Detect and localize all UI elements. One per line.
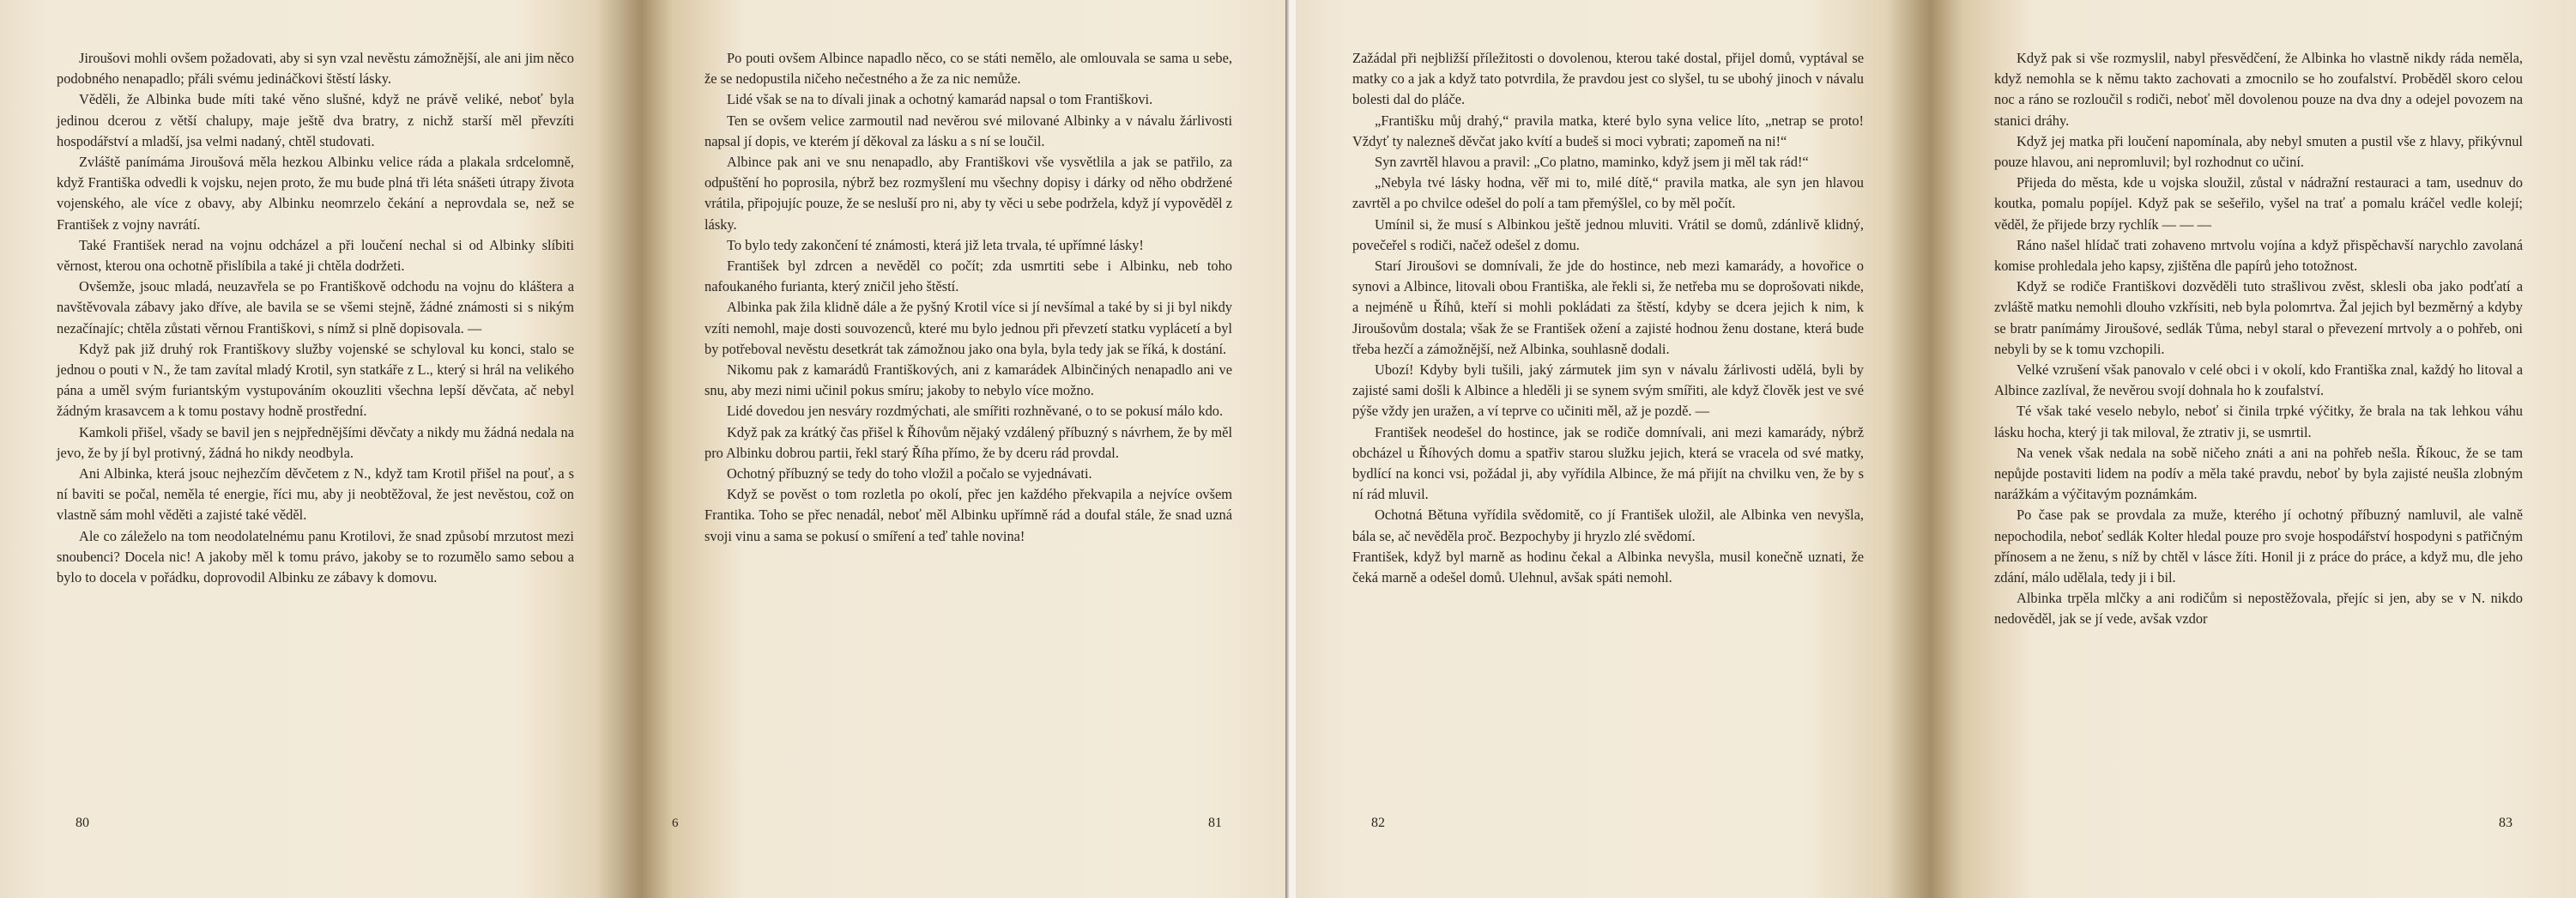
paragraph: „Nebyla tvé lásky hodna, věř mi to, milé dítě,“ pravila matka, ale syn jen hlavou zavrtěl a po chvilce odešel do polí a tam přemýšlel, co by měl počít. [1352,174,1864,212]
paragraph: Také František nerad na vojnu odcházel a při loučení nechal si od Albinky slíbiti věrnost, kterou ona ochotně přislíbila a také ji chtěla dodržeti. [57,236,574,275]
page-number: 83 [2499,816,2513,830]
paragraph: Ubozí! Kdyby byli tušili, jaký zármutek jim syn v návalu žárlivosti udělá, byli by zajisté sami došli k Albince a hleděli ji se synem svým smířiti, ale když člověk jest ve své pýše vždy jen uražen, a ví teprve co učiniti měl, až je pozdě. — [1352,361,1864,420]
paragraph: Té však také veselo nebylo, neboť si činila trpké výčitky, že brala na tak lehkou váhu lásku hocha, který ji tak miloval, že ztrativ ji, se usmrtil. [1994,403,2523,440]
paragraph: Umínil si, že musí s Albinkou ještě jednou mluviti. Vrátil se domů, zdánlivě klidný, povečeřel s rodiči, načež odešel z domu. [1352,215,1864,253]
page-recto-81 [641,0,1285,898]
paragraph: Když pak si vše rozmyslil, nabyl přesvědčení, že Albinka ho vlastně nikdy ráda neměla, když nemohla se k němu takto zachovati a zmocnilo se ho zoufalství. Proběděl skoro celou noc a ráno se rozloučil s rodiči, neboť měl dovolenou pouze na dva dny a odejel povozem na stanici dráhy. [1994,50,2523,129]
paragraph: Ale co záleželo na tom neodolatelnému panu Krotilovi, že snad způsobí mrzutost mezi snoubenci? Docela nic! A jakoby měl k tomu právo, jakoby se to rozumělo samo sebou a bylo to docela v pořádku, doprovodil Albinku ze zábavy k domovu. [57,527,574,586]
page-text [57,48,574,588]
paragraph: Velké vzrušení však panovalo v celé obci i v okolí, kdo Františka znal, každý ho litoval a Albince zazlíval, že nevěrou svojí dohnala ho k zoufalství. [1994,361,2523,399]
paragraph: Kamkoli přišel, všady se bavil jen s nejpřednějšími děvčaty a nikdy mu žádná nedala na jevo, že by jí byl protivný, žádná ho nikdy neodbyla. [57,423,574,461]
paragraph: Lidé dovedou jen nesváry rozdmýchati, ale smířiti rozhněvané, o to se pokusí málo kdo. [727,403,1224,420]
paragraph: Ten se ovšem velice zarmoutil nad nevěrou své milované Albinky a v návalu žárlivosti napsal jí dopis, ve kterém jí děkoval za lásku a s ní se loučil. [704,112,1232,149]
page-number: 80 [76,816,89,830]
paragraph: Na venek však nedala na sobě ničeho znáti a ani na pohřeb nešla. Říkouc, že se tam nepůjde postaviti lidem na podív a měla také pravdu, neboť by byla zajisté neušla zlobným narážkám a výčitavým poznámkám. [1994,444,2523,503]
paragraph: František, když byl marně as hodinu čekal a Albinka nevyšla, musil konečně uznati, že čeká marně a odešel domů. Ulehnul, avšak spáti nemohl. [1352,548,1864,586]
paragraph: Albinka pak žila klidně dále a že pyšný Krotil více si jí nevšímal a také by si ji byl nikdy vzíti nemohl, maje dosti souvozenců, které mu bylo jednou při převzetí statku vyplácetí a byl by potřeboval nevěstu desetkrát tak zámožnou jako ona byla, byla tedy jak se říká, k dostání. [704,299,1232,357]
book-spread-right [1296,0,2576,898]
page-text [704,48,1232,547]
paragraph: Zažádal při nejbližší příležitosti o dovolenou, kterou také dostal, přijel domů, vyptával se matky co a jak a když tato potvrdila, že pravdou jest co slyšel, tu se ubohý jinoch v návalu bolesti dal do pláče. [1352,50,1864,108]
paragraph: Přijeda do města, kde u vojska sloužil, zůstal v nádražní restauraci a tam, usednuv do koutka, pomalu popíjel. Když pak se sešeřilo, vyšel na trať a pomalu kráčel vedle kolejí; věděl, že přijede brzy rychlík — — — [1994,174,2523,233]
paragraph: Ráno našel hlídač trati zohaveno mrtvolu vojína a když přispěchavší narychlo zavolaná komise prohledala jeho kapsy, zjištěna dle papírů jeho totožnost. [1994,236,2523,275]
paragraph: Albinka trpěla mlčky a ani rodičům si nepostěžovala, přejíc si jen, aby se v N. nikdo nedověděl, jak se jí vede, avšak vzdor [1994,590,2523,628]
paragraph: Po pouti ovšem Albince napadlo něco, co se státi nemělo, ale omlouvala se sama u sebe, že se nedopustila ničeho nečestného a že za nic nemůže. [704,50,1232,88]
page-verso-80 [0,0,641,898]
paragraph: Když pak již druhý rok Františkovy služby vojenské se schyloval ku konci, stalo se jednou o pouti v N., že tam zavítal mladý Krotil, syn statkáře z L., který si hrál na velikého pána a uměl svým furiantským vystupováním okouzliti všechna lepší děvčata, ač nebyl žádným krasavcem a k tomu postavy hodně prostřední. [57,340,574,420]
paragraph: Jiroušovi mohli ovšem požadovati, aby si syn vzal nevěstu zámožnější, ale ani jim něco podobného nenapadlo; přáli svému jedináčkovi štěstí lásky. [57,50,574,88]
spread-divider [1285,0,1296,898]
page-verso-82 [1296,0,1931,898]
paragraph: Nikomu pak z kamarádů Františkových, ani z kamarádek Albinčiných nenapadlo ani ve snu, aby mezi nimi učinil pokus smíru; jakoby to nebylo více možno. [704,361,1232,399]
paragraph: Starí Jiroušovi se domnívali, že jde do hostince, neb mezi kamarády, a hovořice o synovi a Albince, litovali obou Františka, ale řekli si, že netřeba mu se doprošovati nikde, a nejméně u Říhů, kteří si mohli pokládati za štěstí, kdyby se dcera jejich k nim, k Jiroušovům dostala; však že se František ožení a zajisté hodnou ženu dostane, která bude třeba hezčí a zámožnější, než Albinka, souhlasně dodali. [1352,258,1864,357]
paragraph: Věděli, že Albinka bude míti také věno slušné, když ne právě veliké, neboť byla jedinou dcerou z větší chalupy, maje ještě dva bratry, z nichž starší měl převzíti hospodářství a mladší, jsa velmi nadaný, chtěl studovati. [57,91,574,149]
paragraph: Když se pověst o tom rozletla po okolí, přec jen každého překvapila a nejvíce ovšem Frantika. Toho se přec nenadál, neboť měl Albinku upřímně rád a doufal stále, že snad uzná svoji vinu a sama se pokusí o smíření a teď tahle novina! [704,486,1232,544]
paragraph: František neodešel do hostince, jak se rodiče domnívali, ani mezi kamarády, nýbrž obcházel u Říhových domu a spatřiv starou služku jejich, která se vracela od své matky, bydlící na konci vsi, požádal ji, aby vyřídila Albince, že má přijít na chvilku ven, že by s ní rád mluvil. [1352,423,1864,503]
paragraph: Po čase pak se provdala za muže, kterého jí ochotný příbuzný namluvil, ale valně nepochodila, neboť sedlák Kolter hledal pouze pro svoje hospodářství hospodyni s patřičným přínosem a ne ženu, s níž by chtěl v lásce žíti. Honil ji z práce do práce, a když mu, dle jeho zdání, málo udělala, tedy ji i bil. [1994,507,2523,586]
paragraph: Ochotná Bětuna vyřídila svědomitě, co jí František uložil, ale Albinka ven nevyšla, bála se, ač nevěděla proč. Bezpochyby ji hryzlo zlé svědomí. [1352,507,1864,544]
paragraph: To bylo tedy zakončení té známosti, která již leta trvala, té upřímné lásky! [727,236,1144,253]
page-recto-83 [1931,0,2576,898]
paragraph: Ovšemže, jsouc mladá, neuzavřela se po Františkově odchodu na vojnu do kláštera a navštěvovala zábavy jako dříve, ale bavila se se všemi stejně, žádné známosti si s nikým nezačínajíc; chtěla zůstati věrnou Františkovi, s nímž si plně dopisovala. — [57,278,574,337]
paragraph: „Františku můj drahý,“ pravila matka, které bylo syna velice líto, „netrap se proto! Vždyť ty nalezneš děvčat jako kvítí a budeš si moci vybrati; zapomeň na ni!“ [1352,112,1864,149]
paragraph: Lidé však se na to dívali jinak a ochotný kamarád napsal o tom Františkovi. [727,91,1153,108]
page-number: 82 [1371,816,1385,830]
page-text [1994,48,2523,630]
book-spread-left [0,0,1285,898]
paragraph: František byl zdrcen a nevěděl co počít; zda usmrtiti sebe i Albinku, neb toho nafoukaného furianta, který zničil jeho štěstí. [704,258,1232,295]
paragraph: Když pak za krátký čas přišel k Říhovům nějaký vzdálený příbuzný s návrhem, že by měl pro Albinku dobrou partii, řekl starý Říha přímo, že by dceru rád provdal. [704,423,1232,461]
paragraph: Zvláště panímáma Jiroušová měla hezkou Albinku velice ráda a plakala srdcelomně, když Františka odvedli k vojsku, nejen proto, že mu bude plná tři léta snášeti útrapy života vojenského, ale více z obavy, aby Albinku neomrzelo čekání a neprovdala se, než se František z vojny navrátí. [57,154,574,233]
paragraph: Albince pak ani ve snu nenapadlo, aby Františkovi vše vysvětlila a jak se patřilo, za odpuštění ho poprosila, nýbrž bez rozmyšlení mu všechny dopisy i dárky od něho obdržené vrátila, připojujíc pouze, že se nesluší pro ni, aby ty věci u sebe podržela, když jí vypověděl z lásky. [704,154,1232,233]
page-number: 81 [1208,816,1222,830]
paragraph: Ochotný příbuzný se tedy do toho vložil a počalo se vyjednávati. [727,465,1092,482]
paragraph: Když se rodiče Františkovi dozvěděli tuto strašlivou zvěst, sklesli oba jako podťatí a zvláště matku nemohli dlouho vzkřísiti, neb byla polomrtva. Žal jejich byl bezměrný a kdyby se bratr panímámy Jiroušové, sedlák Tůma, nebyl staral o převezení mrtvoly a o pohřeb, oni nebyli by se k tomu vzchopili. [1994,278,2523,357]
paragraph: Syn zavrtěl hlavou a pravil: „Co platno, maminko, když jsem ji měl tak rád!“ [1375,154,1809,171]
paragraph: Ani Albinka, která jsouc nejhezčím děvčetem z N., když tam Krotil přišel na pouť, a s ní baviti se počal, neměla té energie, říci mu, aby ji neobtěžoval, že jest nevěstou, což on vlastně sám mohl věděti a zajisté také věděl. [57,465,574,524]
page-text [1352,48,1864,588]
signature-mark: 6 [672,816,679,830]
paragraph: Když jej matka při loučení napomínala, aby nebyl smuten a pustil vše z hlavy, přikývnul pouze hlavou, ani nepromluvil; byl rozhodnut co učiní. [1994,132,2523,171]
